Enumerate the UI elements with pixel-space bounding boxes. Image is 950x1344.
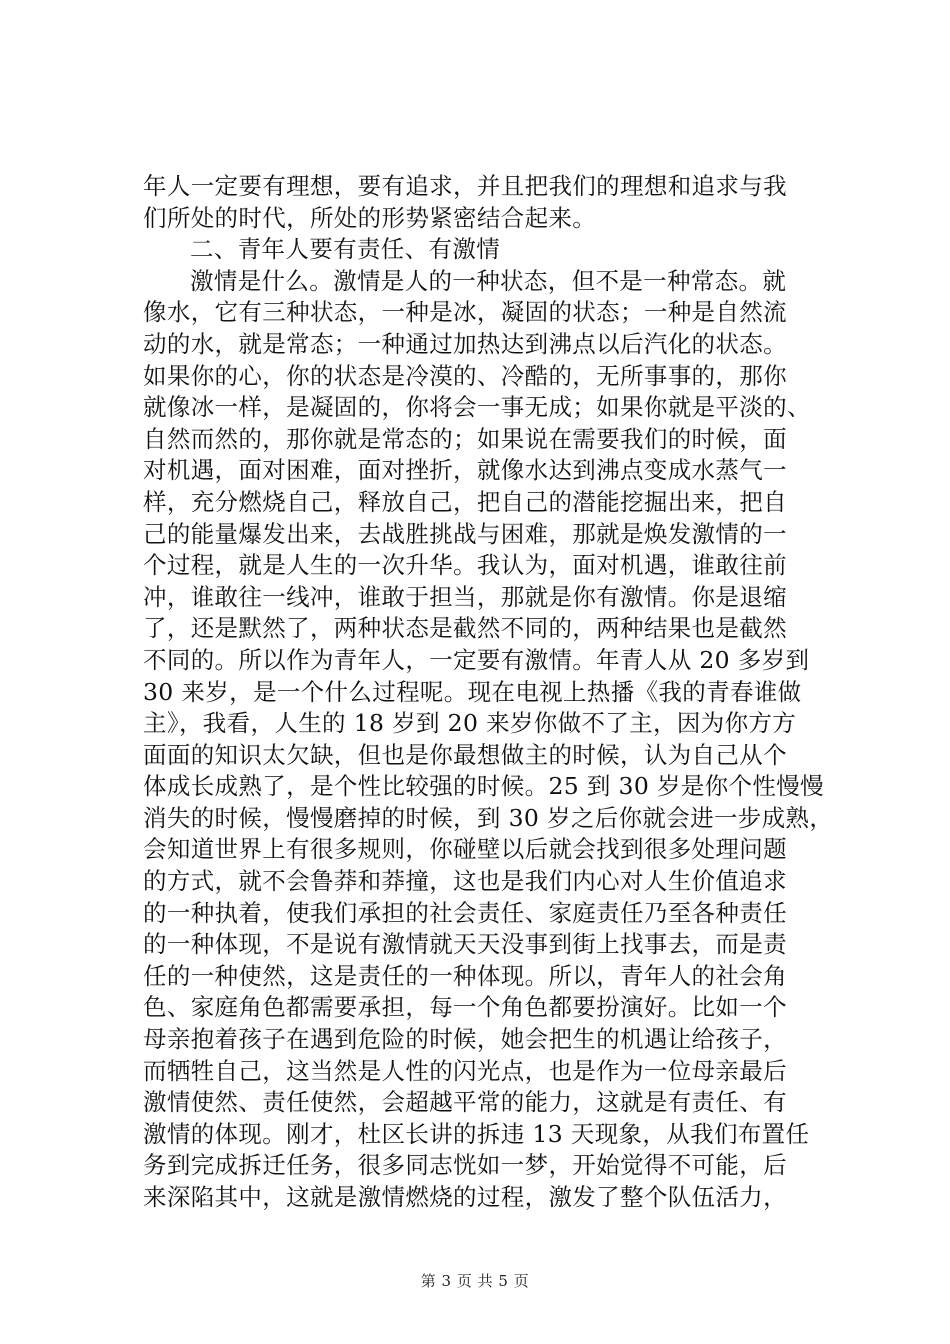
text-line: 主》，我看，人生的 18 岁到 20 来岁你做不了主，因为你方方 [143,709,797,738]
text-line: 对机遇，面对困难，面对挫折，就像水达到沸点变成水蒸气一 [143,456,787,485]
text-line: 的一种执着，使我们承担的社会责任、家庭责任乃至各种责任 [143,898,787,927]
text-line: 们所处的时代，所处的形势紧密结合起来。 [143,203,597,232]
page-number-footer: 第 3 页 共 5 页 [420,1272,530,1290]
section-heading: 二、青年人要有责任、有激情 [190,235,501,264]
text-line: 而牺牲自己，这当然是人性的闪光点，也是作为一位母亲最后 [143,1056,787,1085]
text-line: 体成长成熟了，是个性比较强的时候。25 到 30 岁是你个性慢慢 [143,772,824,801]
text-line: 像水，它有三种状态，一种是冰，凝固的状态；一种是自然流 [143,298,787,327]
paragraph-first-line: 激情是什么。激情是人的一种状态，但不是一种常态。就 [190,266,787,295]
text-line: 消失的时候，慢慢磨掉的时候，到 30 岁之后你就会进一步成熟， [143,803,834,832]
text-line: 的一种体现，不是说有激情就天天没事到街上找事去，而是责 [143,930,787,959]
text-line: 不同的。所以作为青年人，一定要有激情。年青人从 20 多岁到 [143,645,810,674]
text-line: 自然而然的，那你就是常态的；如果说在需要我们的时候，面 [143,424,787,453]
text-line: 如果你的心，你的状态是冷漠的、冷酷的，无所事事的，那你 [143,361,787,390]
text-line: 激情的体现。刚才，杜区长讲的拆违 13 天现象，从我们布置任 [143,1119,810,1148]
text-line: 冲，谁敢往一线冲，谁敢于担当，那就是你有激情。你是退缩 [143,582,787,611]
text-line: 了，还是默然了，两种状态是截然不同的，两种结果也是截然 [143,614,787,643]
text-line: 色、家庭角色都需要承担，每一个角色都要扮演好。比如一个 [143,993,787,1022]
text-line: 样，充分燃烧自己，释放自己，把自己的潜能挖掘出来，把自 [143,487,787,516]
text-line: 来深陷其中，这就是激情燃烧的过程，激发了整个队伍活力， [143,1183,787,1211]
text-line: 任的一种使然，这是责任的一种体现。所以，青年人的社会角 [143,961,787,990]
text-line: 务到完成拆迁任务，很多同志恍如一梦，开始觉得不可能，后 [143,1151,787,1180]
text-line: 年人一定要有理想，要有追求，并且把我们的理想和追求与我 [143,172,787,200]
text-line: 会知道世界上有很多规则，你碰壁以后就会找到很多处理问题 [143,835,787,864]
text-line: 30 来岁，是一个什么过程呢。现在电视上热播《我的青春谁做 [143,677,802,706]
text-line: 己的能量爆发出来，去战胜挑战与困难，那就是焕发激情的一 [143,519,787,548]
text-line: 面面的知识太欠缺，但也是你最想做主的时候，认为自己从个 [143,740,787,769]
text-line: 激情使然、责任使然，会超越平常的能力，这就是有责任、有 [143,1088,787,1117]
text-line: 母亲抱着孩子在遇到危险的时候，她会把生的机遇让给孩子， [143,1025,787,1054]
text-line: 动的水，就是常态；一种通过加热达到沸点以后汽化的状态。 [143,329,787,358]
text-line: 就像冰一样，是凝固的，你将会一事无成；如果你就是平淡的、 [143,393,811,422]
body-text [143,171,833,1214]
text-line: 的方式，就不会鲁莽和莽撞，这也是我们内心对人生价值追求 [143,867,787,896]
text-line: 个过程，就是人生的一次升华。我认为，面对机遇，谁敢往前 [143,551,787,580]
